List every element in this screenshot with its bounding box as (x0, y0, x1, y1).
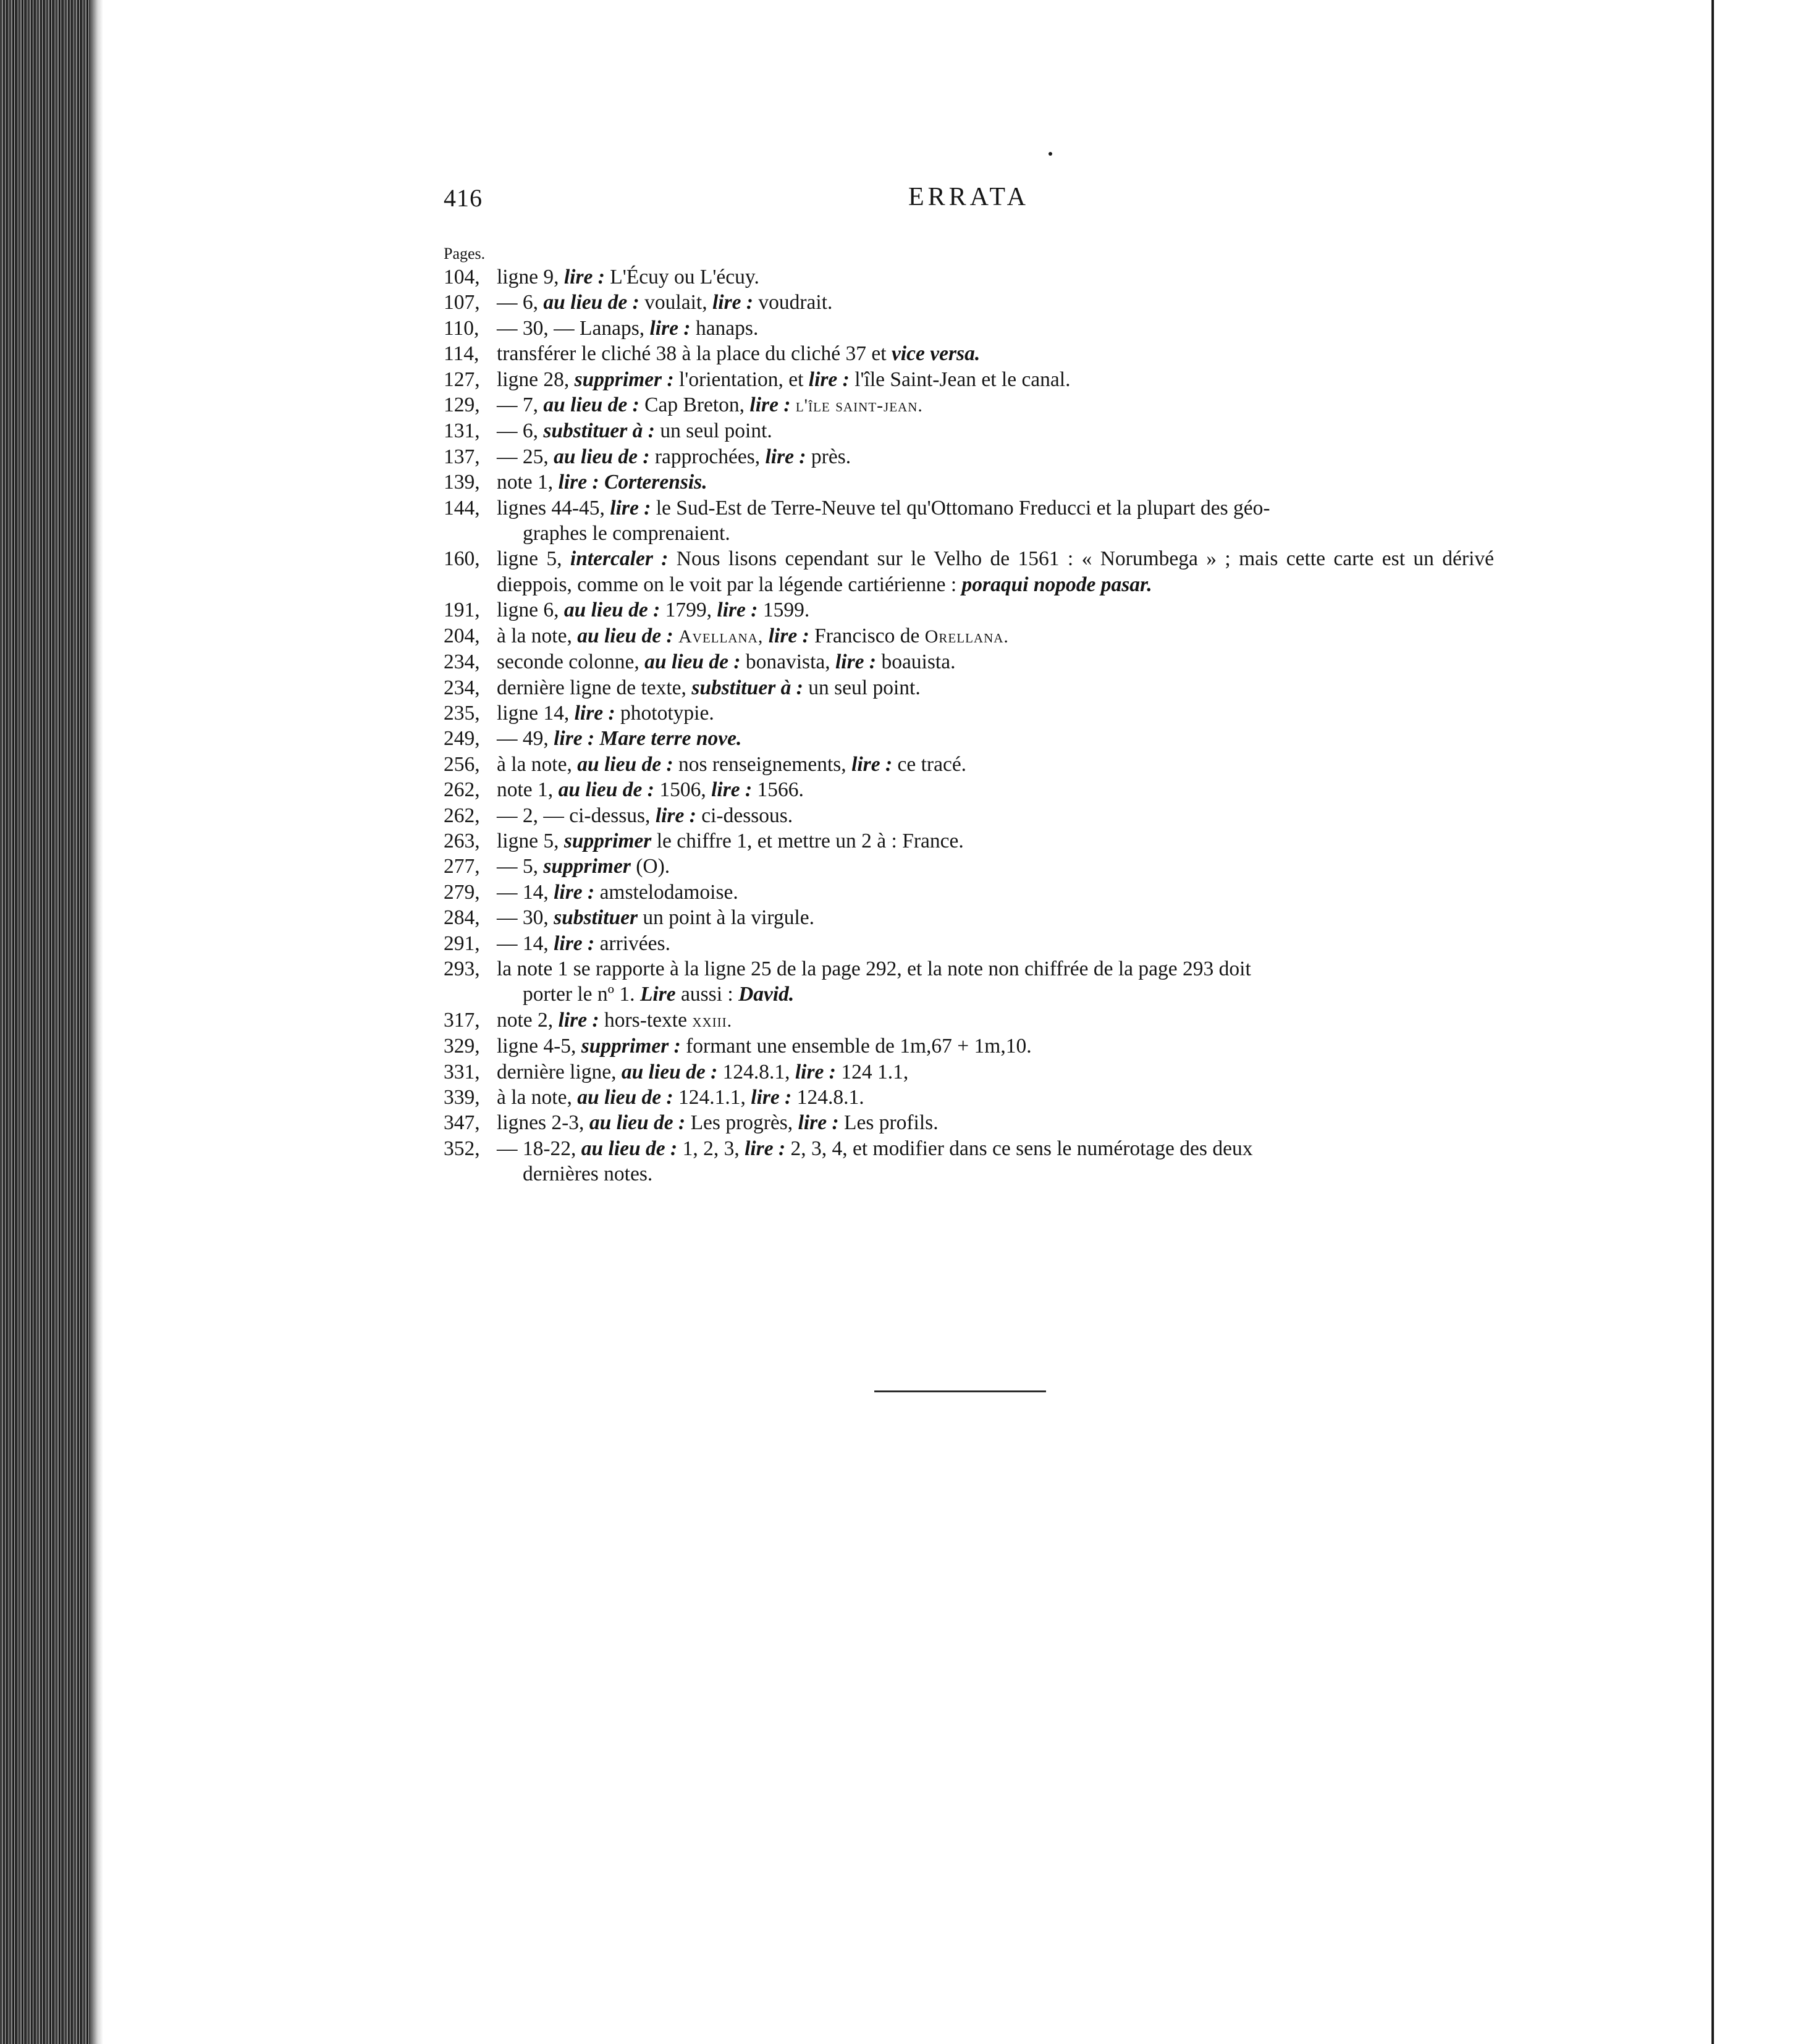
entry-page-number: 129, (444, 393, 480, 417)
italic-instruction: lire : (795, 1060, 836, 1083)
errata-entry (444, 854, 1494, 879)
errata-entry (444, 752, 1494, 777)
entry-text: — 30, (497, 906, 554, 930)
entry-continuation (497, 1161, 1494, 1187)
entry-page-number: 191, (444, 599, 480, 622)
entry-text: ligne 9, (497, 266, 564, 288)
errata-entry (444, 1136, 1494, 1187)
errata-entry (444, 316, 1494, 341)
entry-correction (497, 341, 1494, 366)
errata-entry (444, 367, 1494, 392)
entry-correction (497, 1059, 1494, 1085)
italic-instruction: lire : (717, 599, 758, 622)
italic-instruction: supprimer : (574, 368, 674, 391)
italic-instruction: lire : (574, 701, 615, 725)
entry-text: seconde colonne, (497, 650, 645, 674)
entry-correction (497, 777, 1494, 802)
entry-page-number: 291, (444, 932, 480, 955)
entry-page-number: 262, (444, 778, 480, 802)
italic-instruction: supprimer (563, 829, 652, 852)
italic-instruction: lire : (554, 932, 595, 955)
errata-entry (444, 290, 1494, 315)
errata-entry (444, 264, 1494, 290)
entry-correction (497, 290, 1494, 315)
italic-instruction: lire : (798, 1111, 839, 1135)
entry-text: hors-texte (599, 1008, 693, 1032)
entry-text: Cap Breton, (639, 393, 750, 417)
entry-text: — 5, (497, 855, 544, 878)
entry-correction (497, 956, 1494, 1007)
entry-page-number: 160, (444, 547, 480, 571)
entry-text: dernière ligne de texte, (497, 676, 692, 699)
errata-entry (444, 726, 1494, 751)
entry-text: Les progrès, (685, 1111, 798, 1135)
entry-text: lignes 44-45, (497, 496, 610, 519)
entry-page-number: 249, (444, 727, 480, 751)
entry-page-number: 110, (444, 316, 479, 340)
running-head: ERRATA (908, 183, 1029, 211)
errata-entry (444, 828, 1494, 854)
entry-page-number: 235, (444, 701, 480, 725)
entry-correction (497, 931, 1494, 956)
pages-label: Pages. (444, 245, 486, 263)
errata-entry (444, 341, 1494, 366)
entry-page-number: 331, (444, 1060, 480, 1083)
italic-instruction: lire : (745, 1137, 786, 1160)
errata-entry (444, 1059, 1494, 1085)
entry-text: — 7, (497, 393, 544, 417)
italic-instruction: au lieu de : (644, 650, 741, 674)
entry-page-number: 139, (444, 471, 480, 494)
entry-correction (497, 649, 1494, 675)
italic-instruction: lire : (711, 778, 753, 802)
italic-instruction: lire : Corterensis. (558, 471, 707, 494)
entry-text: note 2, (497, 1008, 559, 1032)
entry-text: un point à la virgule. (638, 906, 814, 930)
errata-entry (444, 1085, 1494, 1110)
italic-instruction: lire : (751, 1086, 792, 1109)
entry-text: 1566. (752, 778, 804, 802)
entry-text: voudrait. (753, 291, 833, 314)
entry-correction (497, 444, 1494, 469)
errata-entry (444, 931, 1494, 956)
entry-text: à la note, (497, 624, 578, 647)
entry-text: ligne 5, (497, 829, 564, 852)
italic-instruction: substituer à : (691, 676, 803, 699)
entry-text: — 14, (497, 932, 554, 955)
entry-text: nos renseignements, (673, 752, 852, 776)
entry-page-number: 256, (444, 752, 480, 776)
italic-instruction: lire : (610, 496, 651, 519)
italic-instruction: lire : (851, 752, 893, 776)
entry-text: — 30, — Lanaps, (497, 316, 650, 340)
italic-instruction: au lieu de : (621, 1060, 718, 1083)
errata-entry (444, 597, 1494, 623)
entry-text: 1599. (757, 599, 810, 622)
entry-page-number: 279, (444, 880, 480, 904)
entry-correction (497, 803, 1494, 828)
entry-text: ligne 14, (497, 701, 575, 725)
italic-instruction: lire : (835, 650, 877, 674)
errata-entry (444, 649, 1494, 675)
entry-text: le Sud-Est de Terre-Neuve tel qu'Ottomano Freducci et la plupart des géo- (651, 496, 1270, 519)
italic-instruction: lire : (558, 1008, 599, 1032)
italic-instruction: au lieu de : (577, 752, 673, 776)
entry-text: graphes le comprenaient. (523, 522, 730, 545)
entry-text: amstelodamoise. (594, 880, 738, 904)
entry-text: — 6, (497, 419, 544, 443)
errata-entry (444, 495, 1494, 547)
entry-text: — 2, — ci-dessus, (497, 804, 656, 827)
entry-text: note 1, (497, 778, 559, 802)
entry-text: un seul point. (654, 419, 772, 443)
italic-instruction: au lieu de : (543, 393, 639, 417)
entry-correction (497, 1085, 1494, 1110)
errata-entry (444, 675, 1494, 700)
errata-entry (444, 956, 1494, 1007)
entry-correction (497, 828, 1494, 854)
errata-entry (444, 392, 1494, 418)
entry-text: — 49, (497, 727, 554, 751)
small-caps-text: Avellana, (678, 626, 764, 647)
book-binding (0, 0, 90, 2044)
entry-text: — 18-22, (497, 1137, 581, 1160)
errata-entry (444, 880, 1494, 905)
entry-text: porter le nº 1. (523, 983, 640, 1006)
entry-text: un seul point. (803, 676, 921, 699)
closing-rule (874, 1390, 1046, 1392)
entry-page-number: 263, (444, 829, 480, 852)
entry-text: 124.8.1, (717, 1060, 795, 1083)
italic-instruction: vice versa. (891, 342, 981, 366)
entry-text (763, 625, 768, 647)
entry-correction (497, 1136, 1494, 1187)
entry-text: à la note, (497, 1086, 578, 1109)
italic-instruction: substituer (554, 906, 638, 930)
italic-instruction: lire : (768, 624, 809, 647)
entry-correction (497, 752, 1494, 777)
small-caps-text: xxiii. (692, 1010, 733, 1031)
entry-correction (497, 726, 1494, 751)
entry-text: lignes 2-3, (497, 1111, 589, 1135)
entry-continuation (497, 982, 1494, 1007)
entry-page-number: 144, (444, 496, 480, 519)
entry-page-number: 347, (444, 1111, 480, 1135)
entry-correction (497, 264, 1494, 290)
entry-correction (497, 880, 1494, 905)
errata-entry (444, 777, 1494, 802)
page-number: 416 (444, 184, 483, 212)
entry-text: bonavista, (740, 650, 835, 674)
entry-correction (497, 700, 1494, 726)
italic-instruction: poraqui nopode pasar. (961, 573, 1152, 596)
italic-instruction: lire : (554, 880, 595, 904)
entry-page-number: 234, (444, 650, 480, 674)
entry-correction (497, 367, 1494, 392)
entry-correction (497, 854, 1494, 879)
entry-text: près. (806, 445, 851, 468)
entry-page-number: 339, (444, 1086, 480, 1109)
italic-instruction: lire : (808, 368, 850, 391)
entry-text: arrivées. (594, 932, 670, 955)
italic-instruction: lire : (765, 445, 806, 468)
errata-entry (444, 546, 1494, 597)
italic-instruction: au lieu de : (563, 599, 660, 622)
entry-correction (497, 1110, 1494, 1135)
italic-instruction: lire : (649, 316, 691, 340)
entry-page-number: 317, (444, 1008, 480, 1032)
italic-instruction: lire : (563, 266, 605, 288)
errata-entry (444, 1007, 1494, 1033)
entry-text: le chiffre 1, et mettre un 2 à : France. (651, 829, 964, 852)
errata-entry (444, 1033, 1494, 1059)
entry-page-number: 137, (444, 445, 480, 468)
entry-text: voulait, (639, 291, 712, 314)
entry-page-number: 293, (444, 957, 480, 980)
entry-page-number: 329, (444, 1035, 480, 1058)
entry-page-number: 107, (444, 291, 480, 314)
entry-text: ci-dessous. (696, 804, 793, 827)
italic-instruction: au lieu de : (589, 1111, 686, 1135)
entry-text (790, 393, 795, 416)
italic-instruction: au lieu de : (554, 445, 650, 468)
entry-text: ce tracé. (892, 752, 967, 776)
entry-text: 1799, (660, 599, 717, 622)
errata-entry (444, 905, 1494, 930)
entry-text: dernières notes. (523, 1163, 653, 1186)
entry-text: transférer le cliché 38 à la place du cliché 37 et (497, 342, 892, 366)
entry-page-number: 262, (444, 804, 480, 827)
entry-text: 124.8.1. (791, 1086, 864, 1109)
entry-text: 2, 3, 4, et modifier dans ce sens le numérotage des deux (785, 1137, 1253, 1160)
entry-text: note 1, (497, 471, 559, 494)
entry-text: 1, 2, 3, (677, 1137, 745, 1160)
small-caps-text: l'île saint-jean. (795, 395, 923, 416)
errata-entry (444, 469, 1494, 495)
entry-page-number: 234, (444, 676, 480, 699)
errata-entry (444, 418, 1494, 444)
errata-entry (444, 623, 1494, 649)
entry-text (673, 625, 678, 647)
entry-correction (497, 392, 1494, 418)
entry-text: L'Écuy ou L'écuy. (604, 266, 759, 288)
entry-correction (497, 546, 1494, 597)
entry-text: ligne 6, (497, 599, 564, 622)
entry-text: l'orientation, et (673, 368, 809, 391)
entry-page-number: 114, (444, 342, 479, 366)
errata-entry (444, 1110, 1494, 1135)
entry-correction (497, 418, 1494, 444)
entry-text: — 25, (497, 445, 554, 468)
italic-instruction: Lire (639, 983, 676, 1006)
entry-text: phototypie. (615, 701, 714, 725)
entry-page-number: 127, (444, 368, 480, 391)
entry-text: boauista. (876, 650, 956, 674)
italic-instruction: supprimer : (581, 1035, 681, 1058)
italic-instruction: au lieu de : (581, 1137, 678, 1160)
entry-page-number: 277, (444, 855, 480, 878)
entry-correction (497, 1033, 1494, 1059)
entry-correction (497, 495, 1494, 547)
italic-instruction: au lieu de : (543, 291, 639, 314)
entry-text: Nous lisons cependant sur le Velho de 1561 : « Norumbega » ; mais cette carte est un dérivé dieppois, comme on le voit par la légende cartiérienne : (497, 547, 1494, 596)
italic-instruction: lire : (749, 393, 791, 417)
entry-page-number: 352, (444, 1137, 480, 1160)
italic-instruction: au lieu de : (577, 1086, 673, 1109)
entry-page-number: 104, (444, 266, 480, 288)
entry-text: 124.1.1, (673, 1086, 751, 1109)
entry-text: (O). (630, 855, 670, 878)
entry-text: — 14, (497, 880, 554, 904)
italic-instruction: David. (738, 983, 795, 1006)
italic-instruction: au lieu de : (577, 624, 673, 647)
entry-text: l'île Saint-Jean et le canal. (849, 368, 1071, 391)
entry-text: à la note, (497, 752, 578, 776)
entry-text: ligne 28, (497, 368, 575, 391)
entry-page-number: 204, (444, 624, 480, 647)
italic-instruction: lire : (655, 804, 696, 827)
binding-shadow (90, 0, 103, 2044)
entry-correction (497, 675, 1494, 700)
small-caps-text: Orellana. (924, 626, 1009, 647)
italic-instruction: substituer à : (543, 419, 655, 443)
entry-text: la note 1 se rapporte à la ligne 25 de la page 292, et la note non chiffrée de la page 293 doit (497, 957, 1251, 980)
entry-text: — 6, (497, 291, 544, 314)
errata-entry (444, 700, 1494, 726)
entry-text: hanaps. (690, 316, 759, 340)
italic-instruction: intercaler : (570, 547, 669, 571)
italic-instruction: lire : Mare terre nove. (554, 727, 742, 751)
entry-text: formant une ensemble de 1m,67 + 1m,10. (680, 1035, 1032, 1058)
entry-text: 124 1.1, (835, 1060, 909, 1083)
entry-text: rapprochées, (649, 445, 766, 468)
entry-correction (497, 597, 1494, 623)
entry-text: ligne 5, (497, 547, 570, 571)
entry-text: aussi : (675, 983, 739, 1006)
ink-dot (1049, 152, 1052, 156)
errata-entry (444, 803, 1494, 828)
entry-text: Les profils. (838, 1111, 939, 1135)
italic-instruction: supprimer (543, 855, 631, 878)
entry-text: Francisco de (809, 624, 925, 647)
entry-page-number: 131, (444, 419, 480, 443)
italic-instruction: lire : (712, 291, 754, 314)
entry-correction (497, 316, 1494, 341)
entry-text: 1506, (654, 778, 712, 802)
errata-list (444, 264, 1494, 1187)
entry-page-number: 284, (444, 906, 480, 930)
entry-correction (497, 905, 1494, 930)
entry-correction (497, 469, 1494, 495)
right-margin (1714, 0, 1806, 2044)
italic-instruction: au lieu de : (558, 778, 654, 802)
errata-entry (444, 444, 1494, 469)
entry-correction (497, 1007, 1494, 1033)
entry-continuation (497, 521, 1494, 546)
entry-correction (497, 623, 1494, 649)
entry-text: ligne 4-5, (497, 1035, 581, 1058)
entry-text: dernière ligne, (497, 1060, 622, 1083)
